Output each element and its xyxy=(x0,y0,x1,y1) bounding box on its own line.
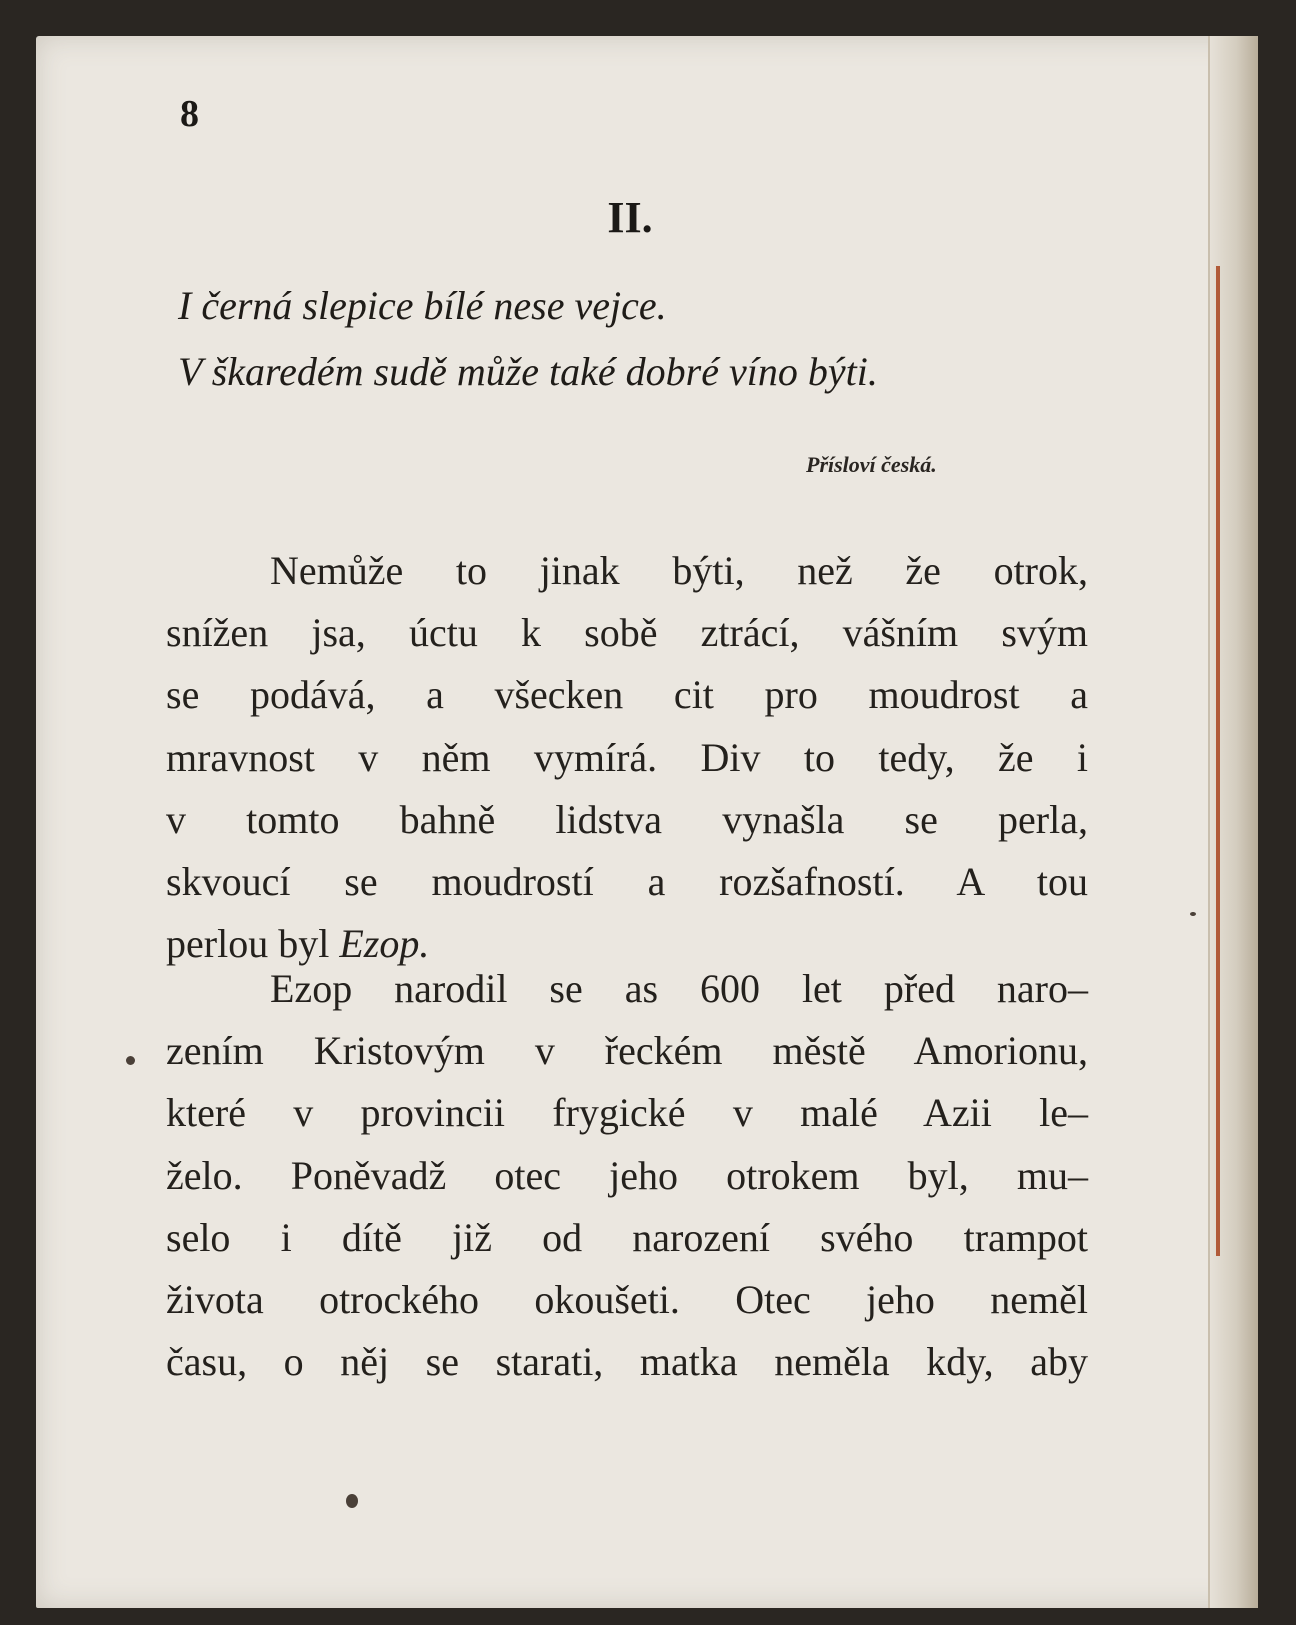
paragraph-line: se podává, a všecken cit pro moudrost a xyxy=(166,672,1088,718)
paragraph-line: perlou byl Ezop. xyxy=(166,921,430,967)
paragraph-2 xyxy=(166,958,1088,1393)
paragraph-line: života otrockého okoušeti. Otec jeho neměl xyxy=(166,1277,1088,1323)
page-number: 8 xyxy=(180,93,199,135)
name-emphasis: Ezop. xyxy=(339,921,430,967)
chapter-heading: II. xyxy=(607,193,653,242)
paragraph-line: Nemůže to jinak býti, než že otrok, xyxy=(270,548,1088,593)
ink-speck xyxy=(346,1494,358,1508)
motto-line-2: V škaredém sudě může také dobré víno býti. xyxy=(178,349,878,394)
paragraph-line: v tomto bahně lidstva vynašla se perla, xyxy=(166,796,1088,842)
ink-speck xyxy=(126,1056,135,1065)
paragraph-line: které v provincii frygické v malé Azii le– xyxy=(166,1090,1088,1136)
paragraph-line: snížen jsa, úctu k sobě ztrácí, vášním svým xyxy=(166,610,1088,656)
motto-source: Přísloví česká. xyxy=(806,452,937,477)
paragraph-1 xyxy=(166,540,1088,975)
paragraph-line: skvoucí se moudrostí a rozšafností. A tou xyxy=(166,859,1088,905)
ink-speck xyxy=(1190,912,1196,916)
paragraph-line: želo. Poněvadž otec jeho otrokem byl, mu– xyxy=(166,1152,1088,1198)
paragraph-line: mravnost v něm vymírá. Div to tedy, že i xyxy=(166,734,1088,780)
paragraph-line: Ezop narodil se as 600 let před naro– xyxy=(270,966,1088,1011)
paragraph-line: selo i dítě již od narození svého trampot xyxy=(166,1214,1088,1260)
paragraph-line: zením Kristovým v řeckém městě Amorionu, xyxy=(166,1028,1088,1074)
gutter-stain xyxy=(1216,266,1220,1256)
paragraph-line: času, o něj se starati, matka neměla kdy, aby xyxy=(166,1339,1088,1385)
motto-line-1: I černá slepice bílé nese vejce. xyxy=(178,283,667,328)
